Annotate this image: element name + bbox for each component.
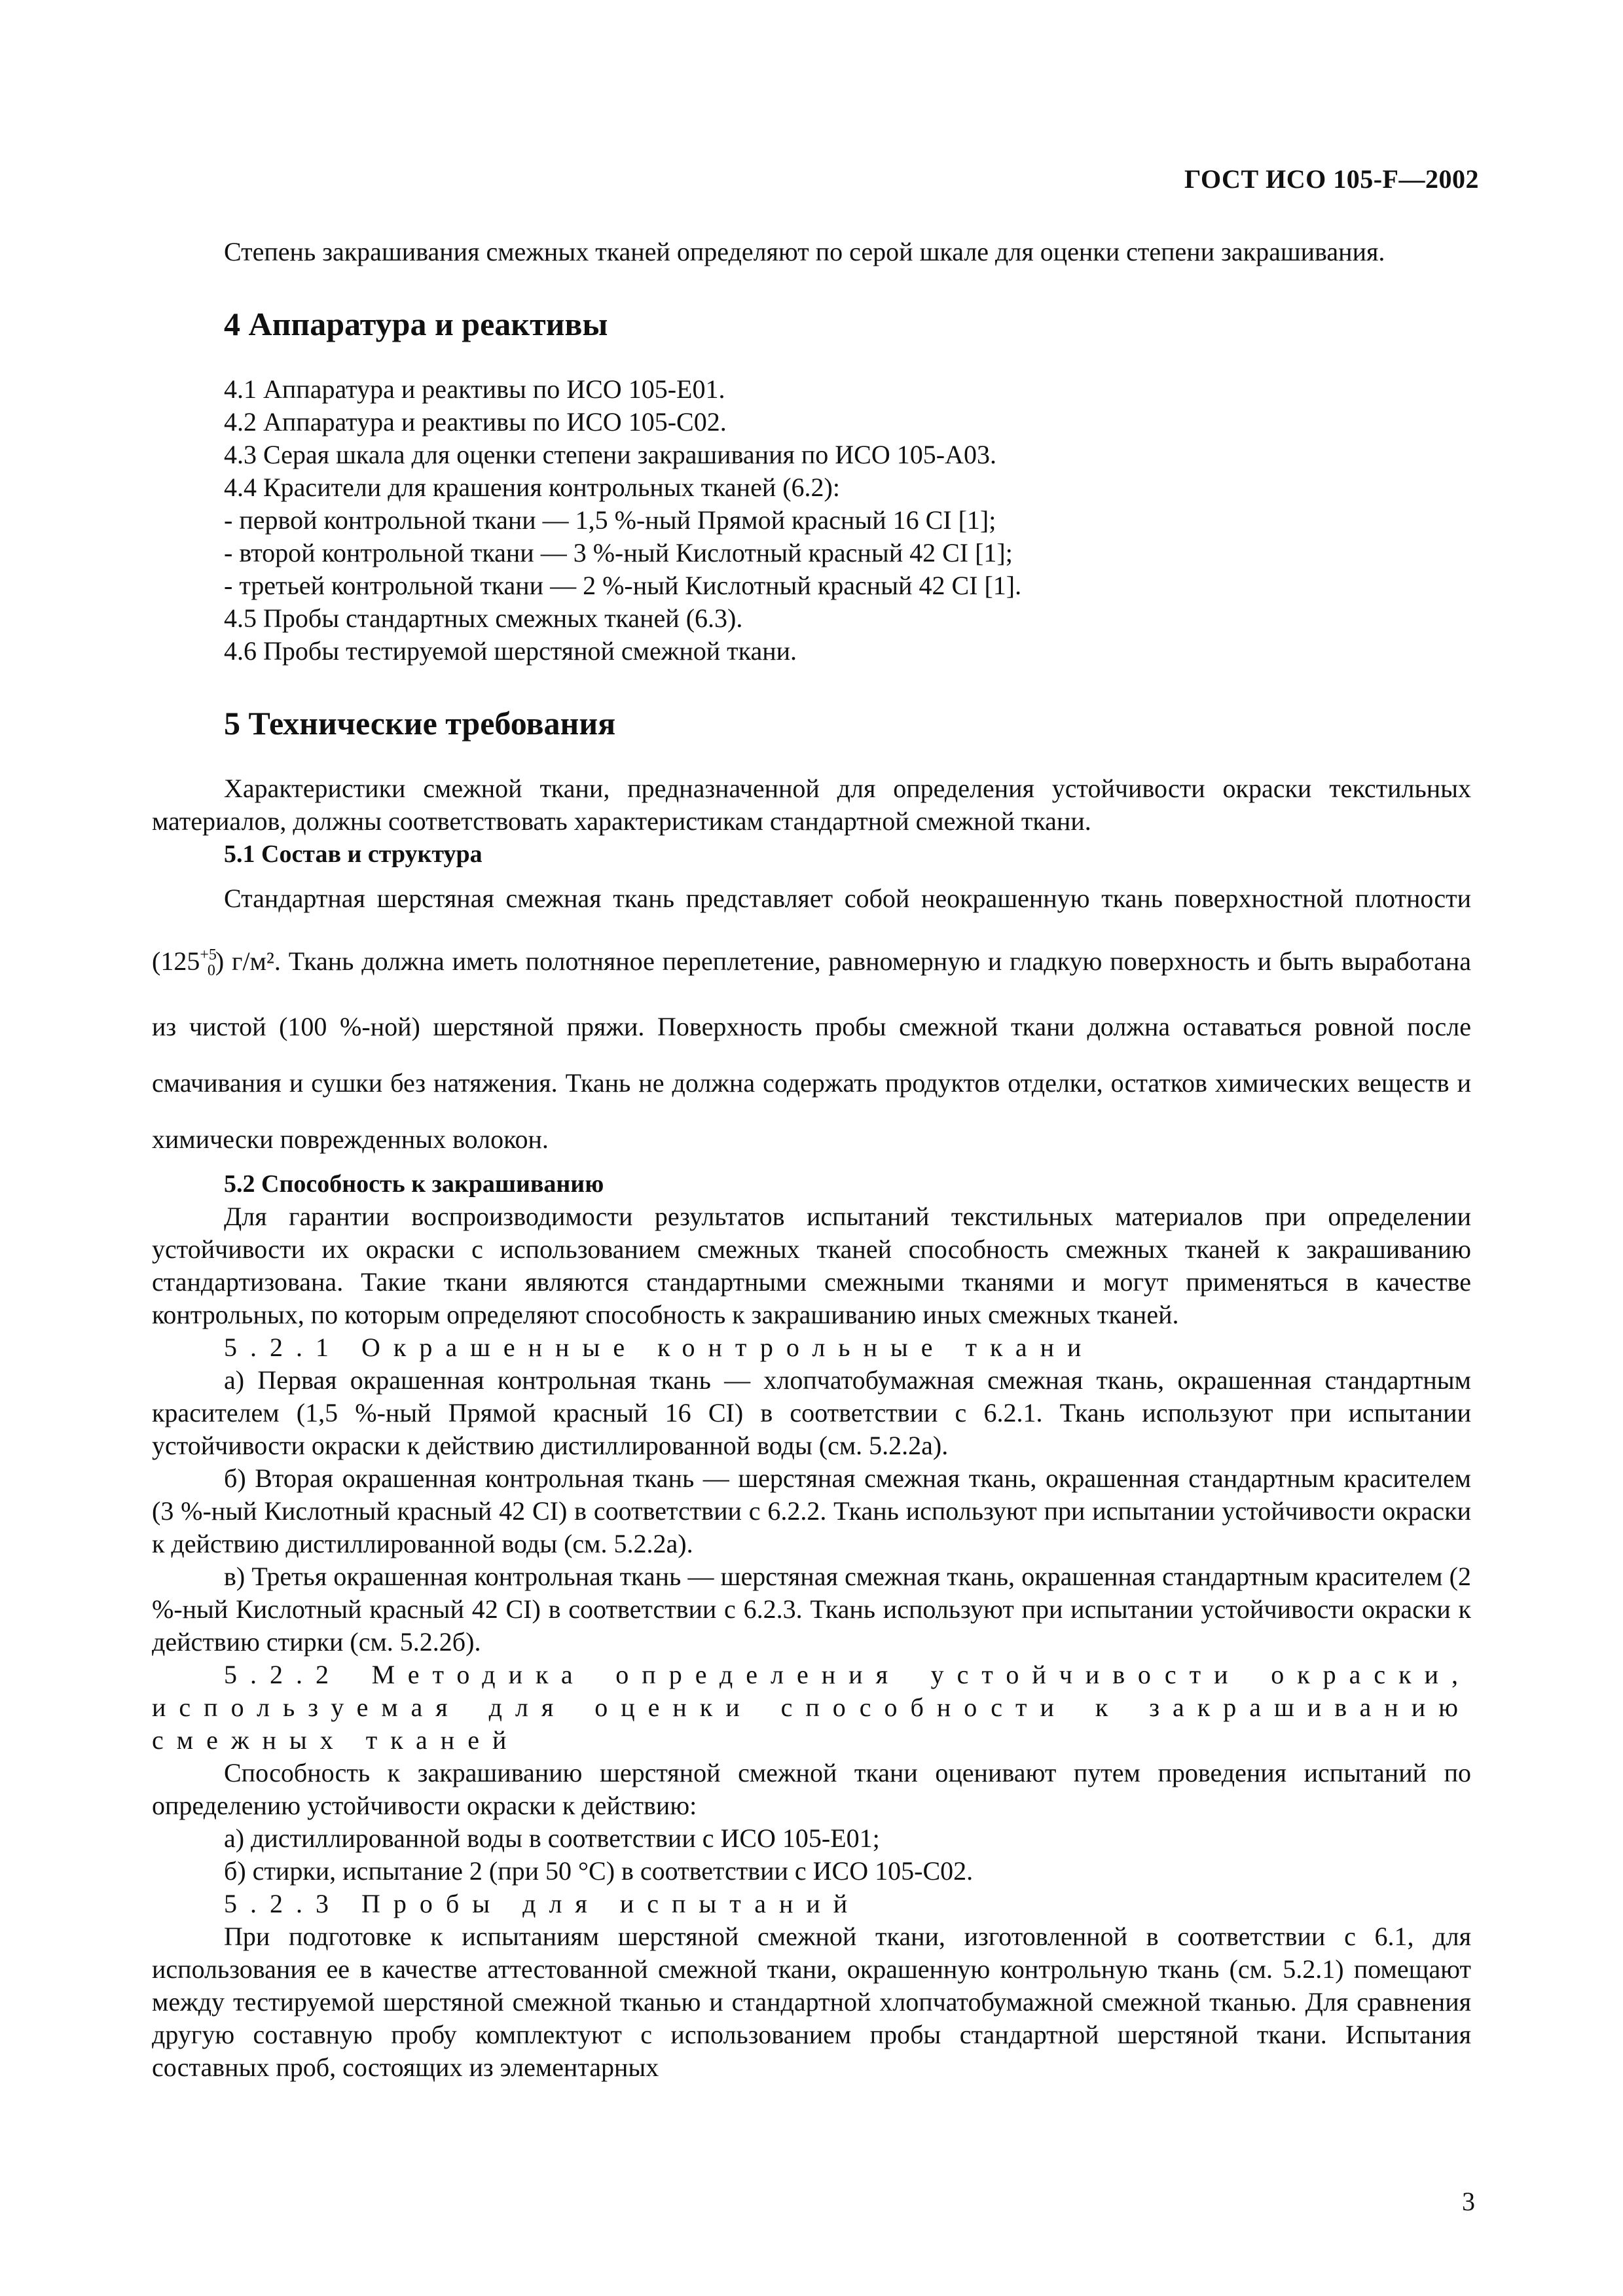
list-item: б) стирки, испытание 2 (при 50 °С) в соответствии с ИСО 105-С02. [224,1856,974,1886]
list-item: 4.2 Аппаратура и реактивы по ИСО 105-С02. [224,407,727,437]
section-5-heading: 5 Технические требования [224,705,616,742]
text-part-b: ) г/м². Ткань должна иметь полотняное переплетение, равномерную и гладкую поверхность и быть выработана из чистой (100 %-ной) шерстяной пряжи. Поверхность пробы смежной ткани должна оставаться ровной после смачивания и сушки без натяжения. Ткань не должна содержать продуктов отделки, остатков химических веществ и химически поврежденных волокон. [152,946,1471,1154]
text-part-a: Стандартная шерстяная смежная ткань представляет собой неокрашенную ткань поверхностной плотности ( [152,884,1471,976]
density-formula [160,946,217,979]
paragraph-a: а) Первая окрашенная контрольная ткань — хлопчатобумажная смежная ткань, окрашенная стандартным красителем (1,5 %-ный Прямой красный 16 CI) в соответствии с 6.2.1. Ткань используют при испытании устойчивости окраски к действию дистиллированной воды (см. 5.2.2а). [152,1365,1471,1460]
subsection-5-2-1-heading: 5.2.1 Окрашенные контрольные ткани [224,1333,1095,1362]
section-5-intro: Характеристики смежной ткани, предназначенной для определения устойчивости окраски текстильных материалов, должны соответствовать характеристикам стандартной смежной ткани. [152,774,1471,836]
paragraph-c: в) Третья окрашенная контрольная ткань — шерстяная смежная ткань, окрашенная стандартным красителем (2 %-ный Кислотный красный 42 CI) в соответствии с 6.2.3. Ткань используют при испытании устойчивости окраски к действию стирки (см. 5.2.2б). [152,1562,1471,1657]
subsection-5-2-2-heading: 5.2.2 Методика определения устойчивости окраски, используемая для оценки способности к закрашиванию смежных тканей [152,1660,1471,1755]
list-item: - первой контрольной ткани — 1,5 %-ный Прямой красный 16 CI [1]; [224,505,996,535]
formula-subscript: 0 [207,962,215,979]
list-item: 4.6 Пробы тестируемой шерстяной смежной ткани. [224,636,797,666]
formula-superscript: +5 [200,946,217,963]
page-content [152,236,1471,2084]
list-item: а) дистиллированной воды в соответствии с ИСО 105-Е01; [224,1823,880,1853]
intro-paragraph: Степень закрашивания смежных тканей определяют по серой шкале для оценки степени закрашивания. [224,237,1385,266]
subsection-5-2-3-text: При подготовке к испытаниям шерстяной смежной ткани, изготовленной в соответствии с 6.1, для использования ее в качестве аттестованной смежной ткани, окрашенную контрольную ткань (см. 5.2.1) помещают между тестируемой шерстяной смежной тканью и стандартной хлопчатобумажной смежной тканью. Для сравнения другую составную пробу комплектуют с использованием пробы стандартной шерстяной ткани. Испытания составных проб, состоящих из элементарных [152,1922,1471,2082]
page-number: 3 [1462,2187,1475,2216]
list-item: 4.3 Серая шкала для оценки степени закрашивания по ИСО 105-А03. [224,440,996,469]
section-4-heading: 4 Аппаратура и реактивы [224,306,608,342]
subsection-5-1-heading: 5.1 Состав и структура [224,840,483,868]
formula-base: 125 [160,946,200,976]
list-item: 4.1 Аппаратура и реактивы по ИСО 105-Е01. [224,374,725,404]
list-item: 4.5 Пробы стандартных смежных тканей (6.3). [224,603,743,633]
subsection-5-1-text [152,870,1471,1168]
list-item: - третьей контрольной ткани — 2 %-ный Кислотный красный 42 CI [1]. [224,571,1022,600]
standard-header: ГОСТ ИСО 105-F—2002 [1184,164,1479,194]
list-item: 4.4 Красители для крашения контрольных тканей (6.2): [224,473,840,502]
list-item: - второй контрольной ткани — 3 %-ный Кислотный красный 42 CI [1]; [224,538,1013,567]
paragraph-b: б) Вторая окрашенная контрольная ткань — шерстяная смежная ткань, окрашенная стандартным красителем (3 %-ный Кислотный красный 42 CI) в соответствии с 6.2.2. Ткань используют при испытании устойчивости окраски к действию дистиллированной воды (см. 5.2.2а). [152,1463,1471,1558]
subsection-5-2-2-text: Способность к закрашиванию шерстяной смежной ткани оценивают путем проведения испытаний по определению устойчивости окраски к действию: [152,1758,1471,1820]
subsection-5-2-3-heading: 5.2.3 Пробы для испытаний [224,1889,861,1918]
subsection-5-2-heading: 5.2 Способность к закрашиванию [224,1170,604,1198]
subsection-5-2-text: Для гарантии воспроизводимости результатов испытаний текстильных материалов при определении устойчивости их окраски с использованием смежных тканей способность смежных тканей к закрашиванию стандартизована. Такие ткани являются стандартными смежными тканями и могут применяться в качестве контрольных, по которым определяют способность к закрашиванию иных смежных тканей. [152,1202,1471,1329]
